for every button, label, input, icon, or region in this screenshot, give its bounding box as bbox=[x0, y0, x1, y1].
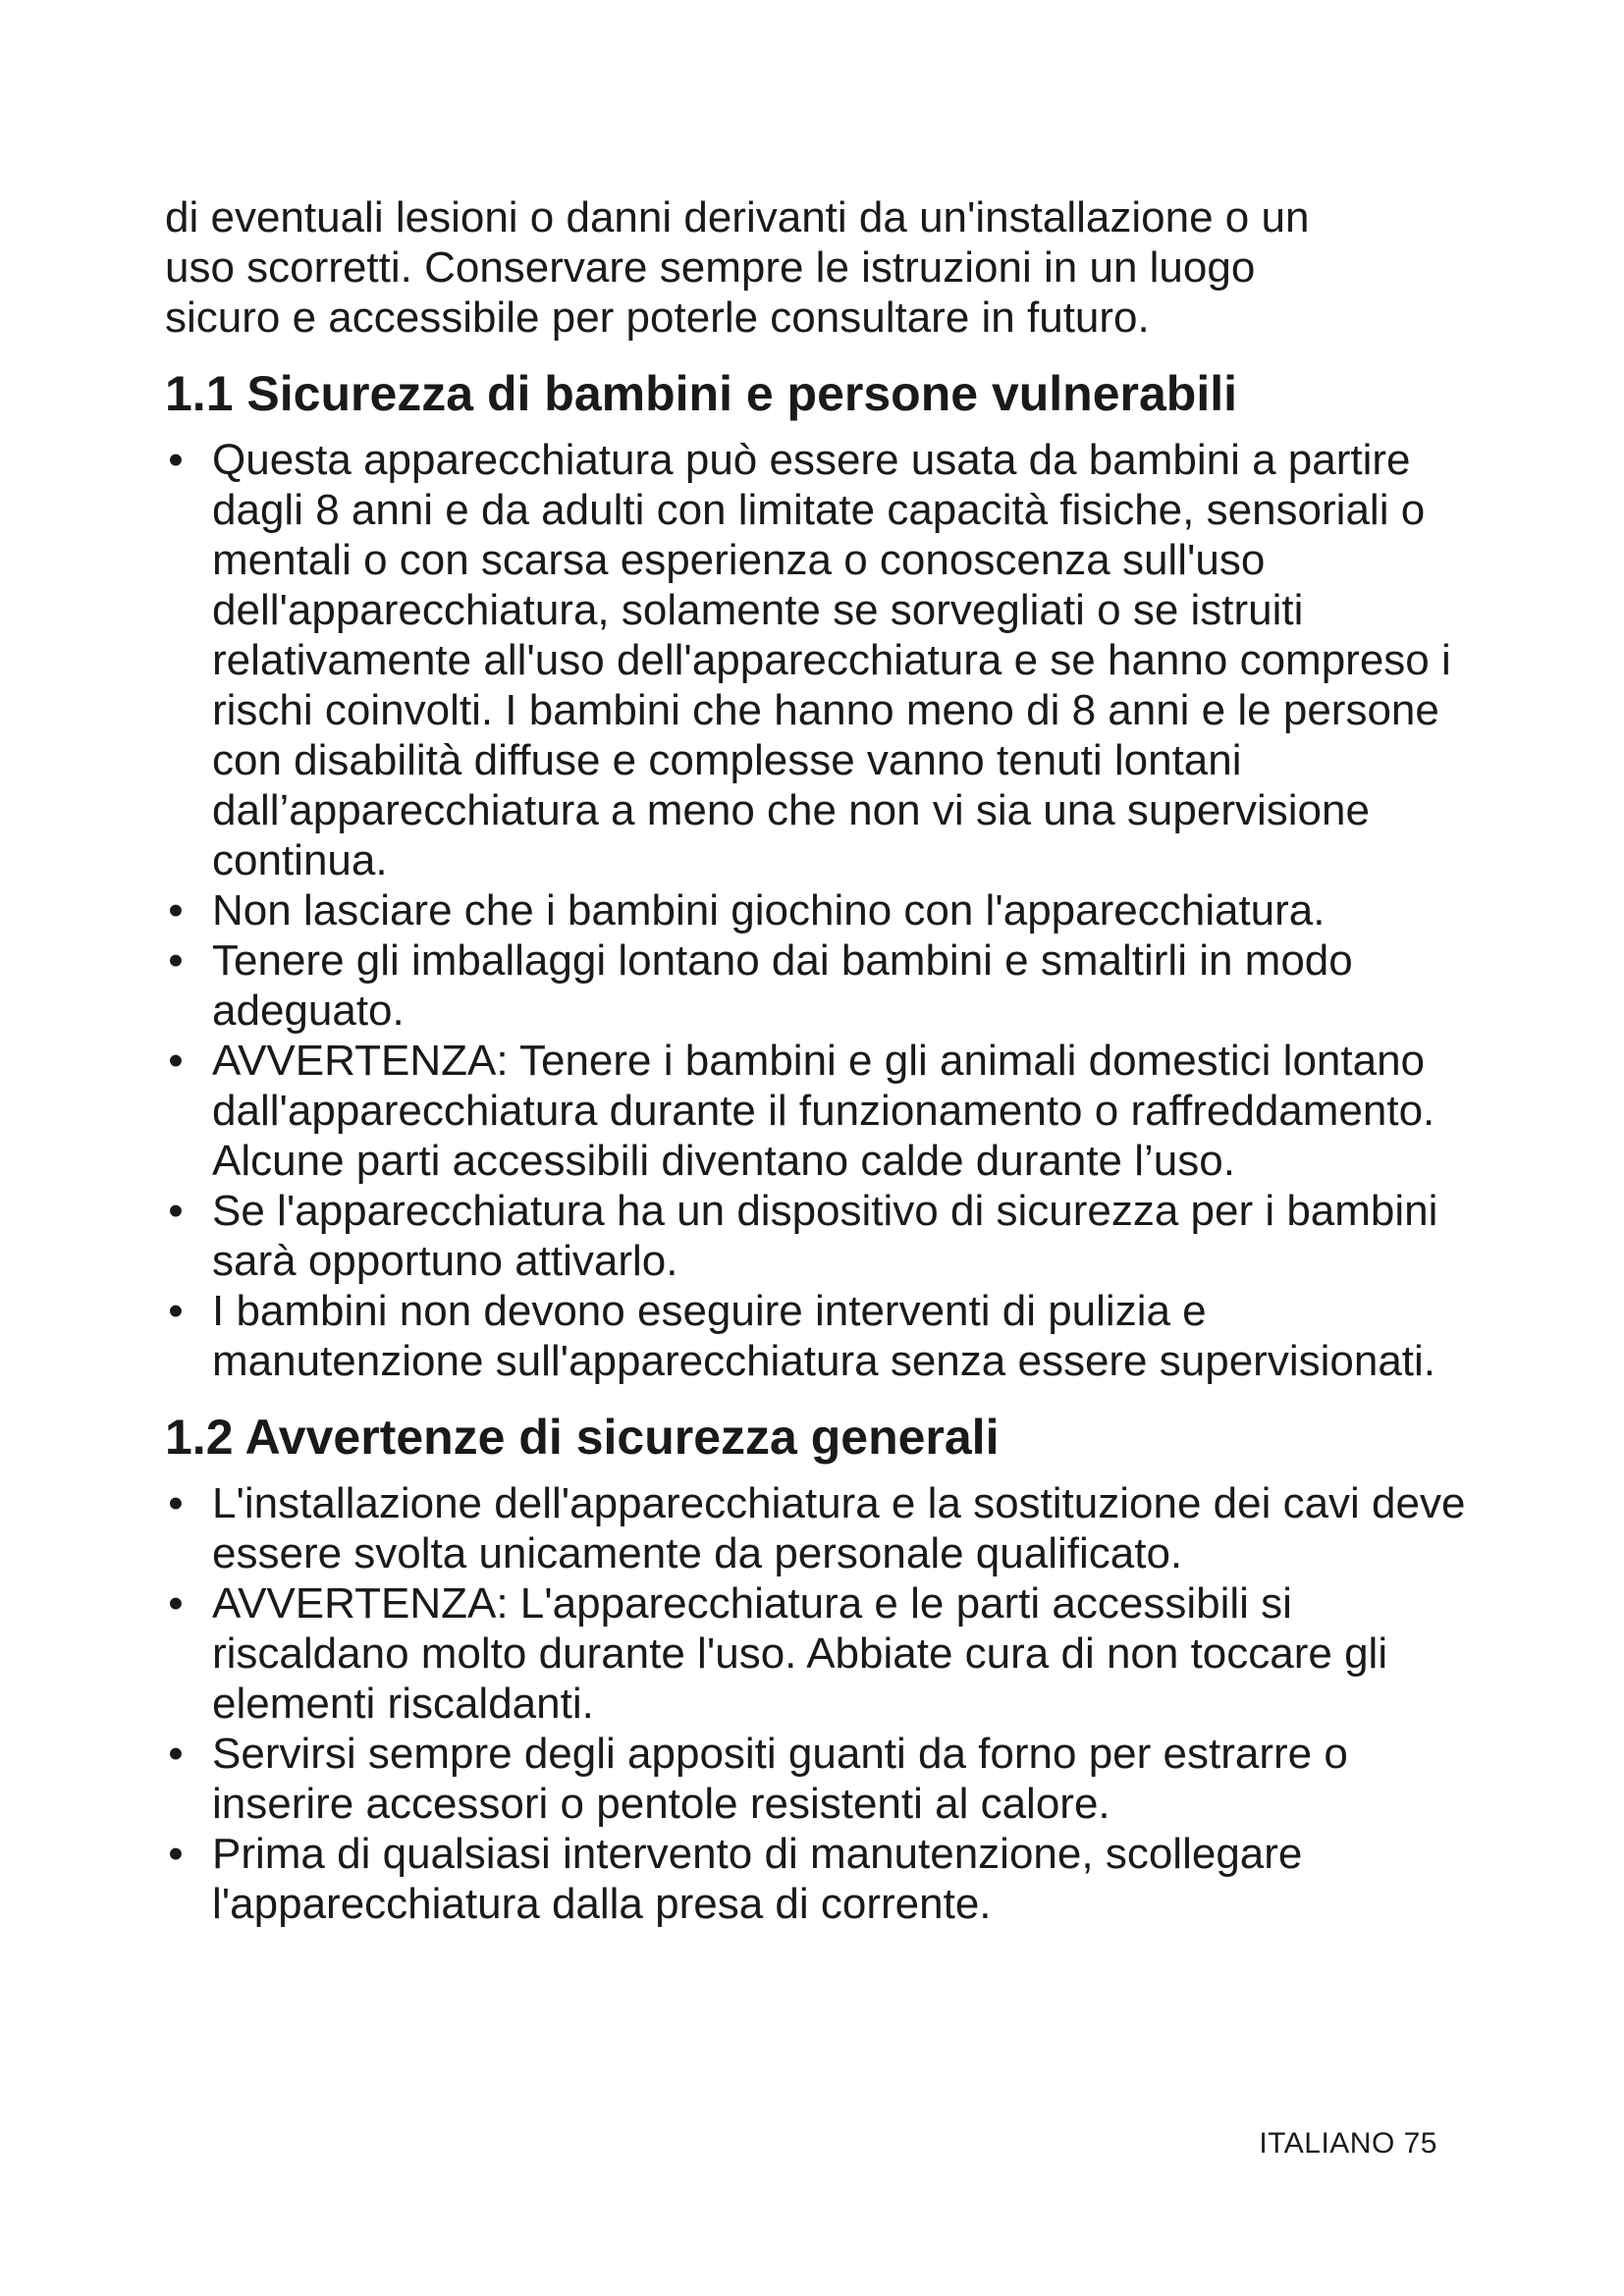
list-item-text: Tenere gli imballaggi lontano dai bambini e smaltirli in modo adeguato. bbox=[212, 936, 1353, 1035]
list-item-text: Questa apparecchiatura può essere usata da bambini a partire dagli 8 anni e da adulti con limitate capacità fisiche, sensoriali o mentali o con scarsa esperienza o conoscenza sull'uso dell'apparecchiatura, solamente se sorvegliati o se istruiti relativamente all'uso dell'apparecchiatura e se hanno compreso i rischi coinvolti. I bambini che hanno meno di 8 anni e le persone con disabilità diffuse e complesse vanno tenuti lontani dall’apparecchiatura a meno che non vi sia una supervisione continua. bbox=[212, 436, 1451, 884]
intro-line-1: di eventuali lesioni o danni derivanti da un'installazione o un bbox=[165, 193, 1310, 241]
bullet-icon: • bbox=[168, 1037, 184, 1085]
bullet-icon: • bbox=[168, 436, 184, 484]
list-item bbox=[165, 935, 1486, 1036]
list-item bbox=[165, 885, 1486, 935]
list-item-text: AVVERTENZA: Tenere i bambini e gli animali domestici lontano dall'apparecchiatura durante il funzionamento o raffreddamento. Alcune parti accessibili diventano calde durante l’uso. bbox=[212, 1037, 1435, 1185]
bullet-icon: • bbox=[168, 1830, 184, 1878]
list-item bbox=[165, 1578, 1486, 1729]
intro-line-3: sicuro e accessibile per poterle consultare in futuro. bbox=[165, 294, 1150, 342]
list-item-text: Prima di qualsiasi intervento di manutenzione, scollegare l'apparecchiatura dalla presa di corrente. bbox=[212, 1830, 1303, 1928]
general-safety-list bbox=[165, 1478, 1486, 1929]
list-item-text: Servirsi sempre degli appositi guanti da forno per estrarre o inserire accessori o pentole resistenti al calore. bbox=[212, 1730, 1348, 1828]
bullet-icon: • bbox=[168, 1579, 184, 1628]
intro-paragraph bbox=[165, 192, 1486, 343]
list-item bbox=[165, 1036, 1486, 1186]
bullet-icon: • bbox=[168, 1287, 184, 1335]
list-item-text: L'installazione dell'apparecchiatura e la sostituzione dei cavi deve essere svolta unicamente da personale qualificato. bbox=[212, 1479, 1466, 1577]
bullet-icon: • bbox=[168, 1479, 184, 1527]
list-item-text: Se l'apparecchiatura ha un dispositivo di sicurezza per i bambini sarà opportuno attivarlo. bbox=[212, 1187, 1438, 1285]
list-item-text: AVVERTENZA: L'apparecchiatura e le parti accessibili si riscaldano molto durante l'uso. Abbiate cura di non toccare gli elementi riscaldanti. bbox=[212, 1579, 1388, 1728]
intro-line-2: uso scorretti. Conservare sempre le istruzioni in un luogo bbox=[165, 243, 1256, 292]
list-item bbox=[165, 1186, 1486, 1286]
list-item-text: Non lasciare che i bambini giochino con l'apparecchiatura. bbox=[212, 886, 1326, 934]
section-heading-general-safety: 1.2 Avvertenze di sicurezza generali bbox=[165, 1410, 1000, 1465]
list-item bbox=[165, 1478, 1486, 1578]
page-content bbox=[165, 192, 1486, 1929]
list-item-text: I bambini non devono eseguire interventi di pulizia e manutenzione sull'apparecchiatura senza essere supervisionati. bbox=[212, 1287, 1436, 1385]
section-heading-child-safety: 1.1 Sicurezza di bambini e persone vulnerabili bbox=[165, 366, 1238, 421]
list-item bbox=[165, 1286, 1486, 1386]
bullet-icon: • bbox=[168, 936, 184, 985]
page-number-footer: ITALIANO 75 bbox=[1259, 2127, 1437, 2160]
list-item bbox=[165, 1829, 1486, 1929]
list-item bbox=[165, 435, 1486, 885]
bullet-icon: • bbox=[168, 1187, 184, 1235]
bullet-icon: • bbox=[168, 886, 184, 934]
bullet-icon: • bbox=[168, 1730, 184, 1778]
child-safety-list bbox=[165, 435, 1486, 1386]
list-item bbox=[165, 1729, 1486, 1829]
